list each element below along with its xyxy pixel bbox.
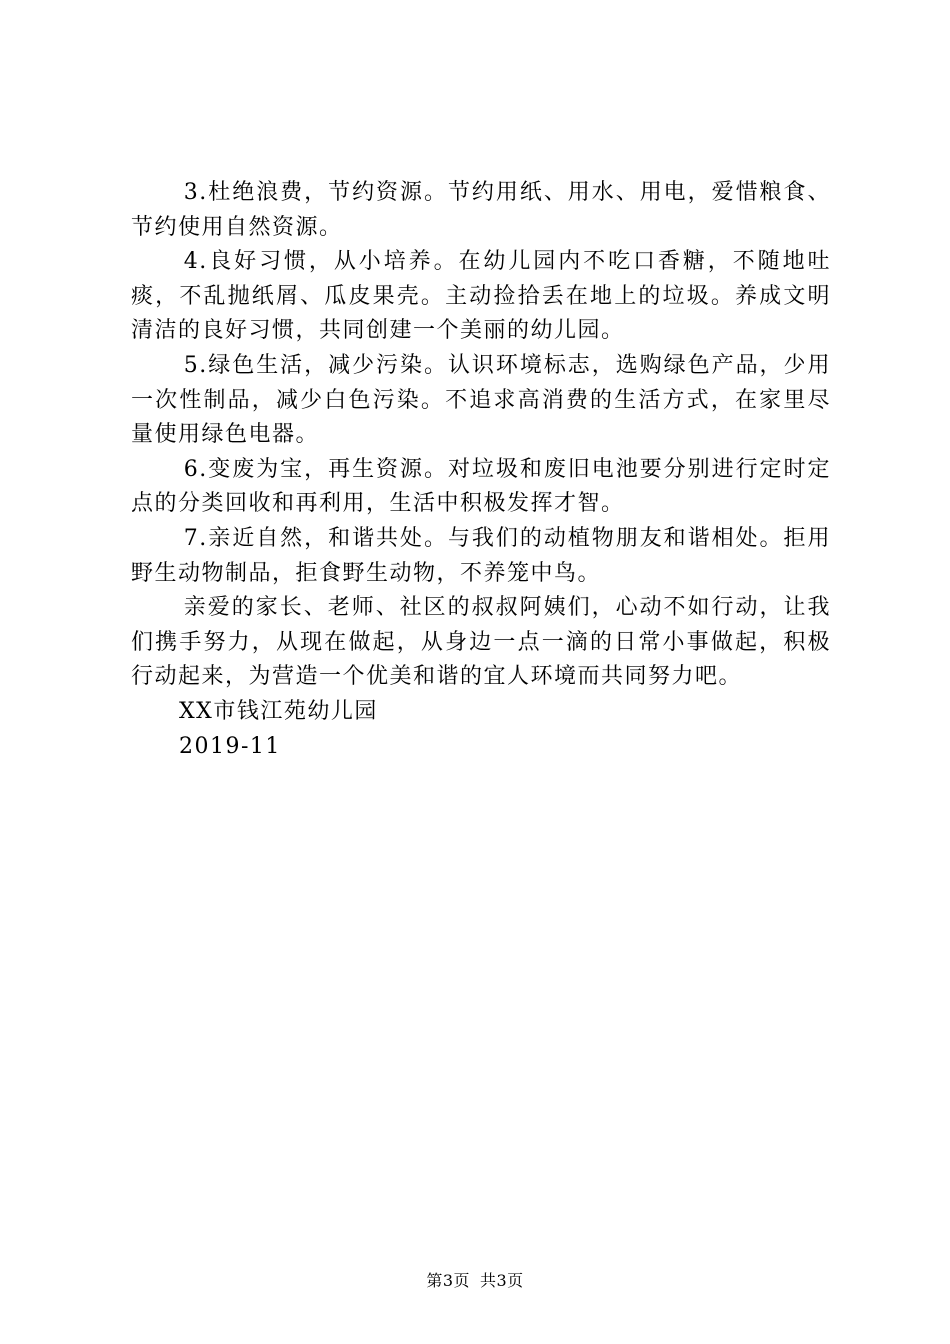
paragraph-item-4: 4.良好习惯，从小培养。在幼儿园内不吃口香糖，不随地吐痰，不乱抛纸屑、瓜皮果壳。主动捡拾丢在地上的垃圾。养成文明清洁的良好习惯，共同创建一个美丽的幼儿园。 [131, 249, 831, 344]
closing-paragraph: 亲爱的家长、老师、社区的叔叔阿姨们，心动不如行动，让我们携手努力，从现在做起，从身边一点一滴的日常小事做起，积极行动起来，为营造一个优美和谐的宜人环境而共同努力吧。 [131, 595, 831, 690]
page-total: 共3页 [480, 1271, 524, 1290]
paragraph-item-6: 6.变废为宝，再生资源。对垃圾和废旧电池要分别进行定时定点的分类回收和再利用，生活中积极发挥才智。 [131, 456, 831, 517]
page-footer [0, 1268, 950, 1291]
page-number: 第3页 [426, 1271, 470, 1290]
paragraph-item-3: 3.杜绝浪费，节约资源。节约用纸、用水、用电，爱惜粮食、节约使用自然资源。 [131, 180, 831, 240]
signature-organization: XX市钱江苑幼儿园 [179, 698, 378, 724]
paragraph-item-5: 5.绿色生活，减少污染。认识环境标志，选购绿色产品，少用一次性制品，减少白色污染。不追求高消费的生活方式，在家里尽量使用绿色电器。 [131, 352, 831, 448]
signature-date: 2019-11 [179, 733, 281, 759]
document-body [131, 176, 831, 764]
paragraph-item-7: 7.亲近自然，和谐共处。与我们的动植物朋友和谐相处。拒用野生动物制品，拒食野生动物，不养笼中鸟。 [131, 525, 831, 586]
